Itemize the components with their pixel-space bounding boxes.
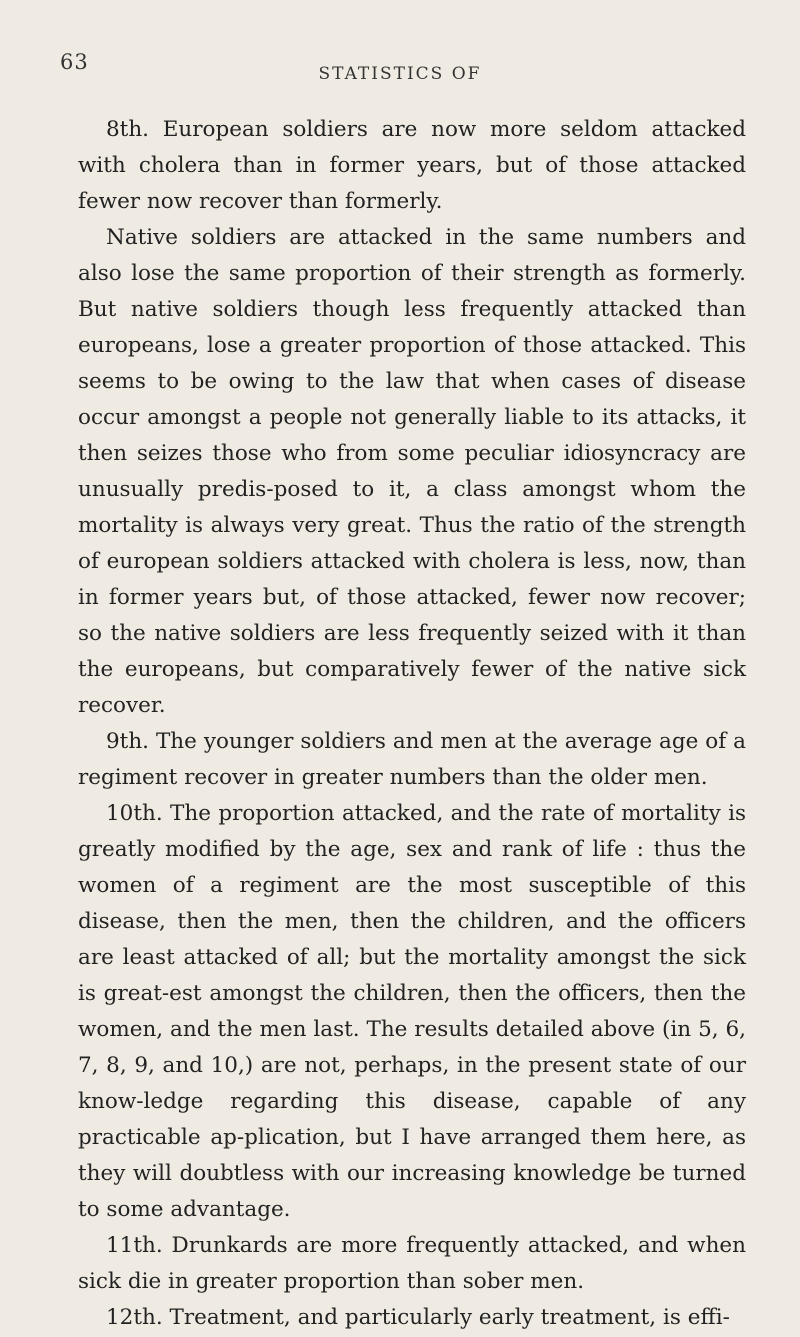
paragraph-12th: 12th. Treatment, and particularly early treatment, is effi-	[106, 1305, 730, 1330]
body-text	[78, 112, 746, 1336]
paragraph-10th: 10th. The proportion attacked, and the rate of mortality is greatly modified by the age, sex and rank of life : thus the women of a regiment are the most susceptible of this disease, then the men, then the children, and the officers are least attacked of all; but the mortality amongst the sick is great-est amongst the children, then the officers, then the women, and the men last. The results detailed above (in 5, 6, 7, 8, 9, and 10,) are not, perhaps, in the present state of our know-ledge regarding this disease, capable of any practicable ap-plication, but I have arranged them here, as they will doubtless with our increasing knowledge be turned to some advantage.	[78, 801, 746, 1222]
page-number: 63	[60, 50, 89, 74]
paragraph-8th: 8th. European soldiers are now more seldom attacked with cholera than in former years, but of those attacked fewer now recover than formerly.	[78, 117, 746, 214]
paragraph-native-soldiers: Native soldiers are attacked in the same numbers and also lose the same proportion of their strength as formerly. But native soldiers though less frequently attacked than europeans, lose a greater proportion of those attacked. This seems to be owing to the law that when cases of disease occur amongst a people not generally liable to its attacks, it then seizes those who from some peculiar idiosyncracy are unusually predis-posed to it, a class amongst whom the mortality is always very great. Thus the ratio of the strength of european soldiers attacked with cholera is less, now, than in former years but, of those attacked, fewer now recover; so the native soldiers are less frequently seized with it than the europeans, but comparatively fewer of the native sick recover.	[78, 225, 746, 718]
paragraph-9th: 9th. The younger soldiers and men at the average age of a regiment recover in greater numbers than the older men.	[78, 729, 746, 790]
paragraph-11th: 11th. Drunkards are more frequently attacked, and when sick die in greater proportion than sober men.	[78, 1233, 746, 1294]
running-head: STATISTICS OF	[318, 64, 482, 84]
